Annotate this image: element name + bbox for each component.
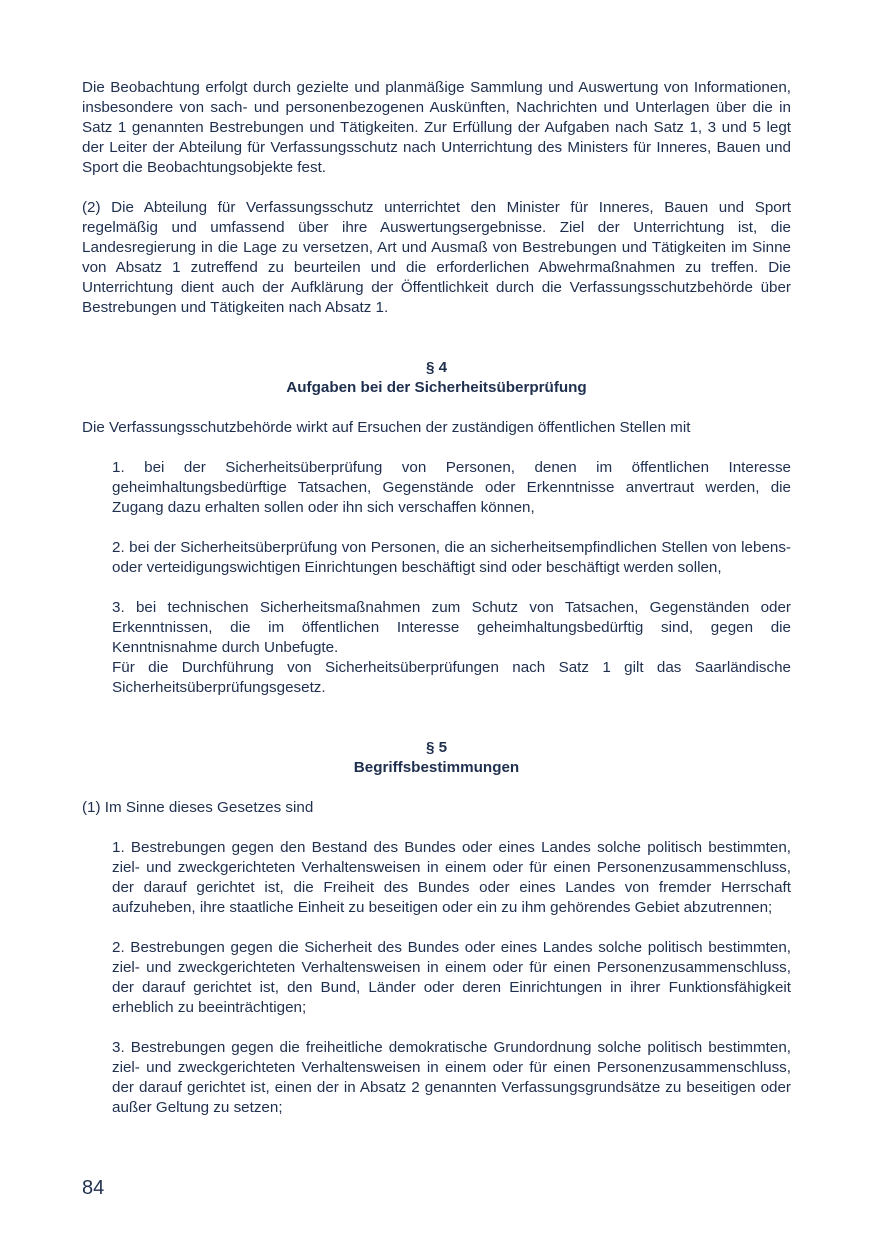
page-body xyxy=(82,78,791,1118)
section-4-item-1: 1. bei der Sicherheitsüberprüfung von Personen, denen im öffentlichen Interesse geheimhaltungsbedürftige Tatsachen, Gegenstände oder Erkenntnisse anvertraut werden, die Zugang dazu erhalten sollen oder ihn sich verschaffen können, xyxy=(112,459,791,516)
section-4-item-2: 2. bei der Sicherheitsüberprüfung von Personen, die an sicherheitsempfindlichen Stellen von lebens- oder verteidigungswichtigen Einrichtungen beschäftigt sind oder beschäftigt werden sollen, xyxy=(112,539,791,576)
section-5-number: § 5 xyxy=(425,739,448,756)
section-5 xyxy=(82,738,791,1118)
section-5-item-1: 1. Bestrebungen gegen den Bestand des Bundes oder eines Landes solche politisch bestimmten, ziel- und zweckgerichteten Verhaltensweisen in einem oder für einen Personenzusammenschluss, der darauf gerichtet ist, die Freiheit des Bundes oder eines Landes von fremder Herrschaft aufzuheben, ihre staatliche Einheit zu beseitigen oder ein zu ihm gehörendes Gebiet abzutrennen; xyxy=(112,839,791,916)
section-4-item-3: 3. bei technischen Sicherheitsmaßnahmen zum Schutz von Tatsachen, Gegenständen oder Erkenntnissen, die im öffentlichen Interesse geheimhaltungsbedürftig sind, gegen die Kenntnisnahme durch Unbefugte. xyxy=(112,599,791,656)
section-5-title: Begriffsbestimmungen xyxy=(353,759,520,776)
section-5-item-3: 3. Bestrebungen gegen die freiheitliche demokratische Grundordnung solche politisch bestimmten, ziel- und zweckgerichteten Verhaltensweisen in einem oder für einen Personenzusammenschluss, der darauf gerichtet ist, einen der in Absatz 2 genannten Verfassungsgrundsätze zu beseitigen oder außer Geltung zu setzen; xyxy=(112,1039,791,1116)
section-5-lead: (1) Im Sinne dieses Gesetzes sind xyxy=(82,799,314,816)
section-4-number: § 4 xyxy=(425,359,448,376)
section-4 xyxy=(82,358,791,698)
section-4-lead: Die Verfassungsschutzbehörde wirkt auf Ersuchen der zuständigen öffentlichen Stellen mit xyxy=(82,419,691,436)
section-4-closing: Für die Durchführung von Sicherheitsüberprüfungen nach Satz 1 gilt das Saarländische Sicherheitsüberprüfungsgesetz. xyxy=(112,659,791,696)
section-4-title: Aufgaben bei der Sicherheitsüberprüfung xyxy=(286,379,587,396)
paragraph-2: (2) Die Abteilung für Verfassungsschutz unterrichtet den Minister für Inneres, Bauen und Sport regelmäßig und umfassend über ihre Auswertungsergebnisse. Ziel der Unterrichtung ist, die Landesregierung in die Lage zu versetzen, Art und Ausmaß von Bestrebungen und Tätigkeiten im Sinne von Absatz 1 zutreffend zu beurteilen und die erforderlichen Abwehrmaßnahmen zu treffen. Die Unterrichtung dient auch der Aufklärung der Öffentlichkeit durch die Verfassungsschutzbehörde über Bestrebungen und Tätigkeiten nach Absatz 1. xyxy=(82,199,791,316)
page-number: 84 xyxy=(82,1177,105,1199)
intro-paragraph: Die Beobachtung erfolgt durch gezielte und planmäßige Sammlung und Auswertung von Informationen, insbesondere von sach- und personenbezogenen Auskünften, Nachrichten und Unterlagen über die in Satz 1 genannten Bestrebungen und Tätigkeiten. Zur Erfüllung der Aufgaben nach Satz 1, 3 und 5 legt der Leiter der Abteilung für Verfassungsschutz nach Unterrichtung des Ministers für Inneres, Bauen und Sport die Beobachtungsobjekte fest. xyxy=(82,79,791,176)
section-5-item-2: 2. Bestrebungen gegen die Sicherheit des Bundes oder eines Landes solche politisch bestimmten, ziel- und zweckgerichteten Verhaltensweisen in einem oder für einen Personenzusammenschluss, der darauf gerichtet ist, den Bund, Länder oder deren Einrichtungen in ihrer Funktionsfähigkeit erheblich zu beeinträchtigen; xyxy=(112,939,791,1016)
